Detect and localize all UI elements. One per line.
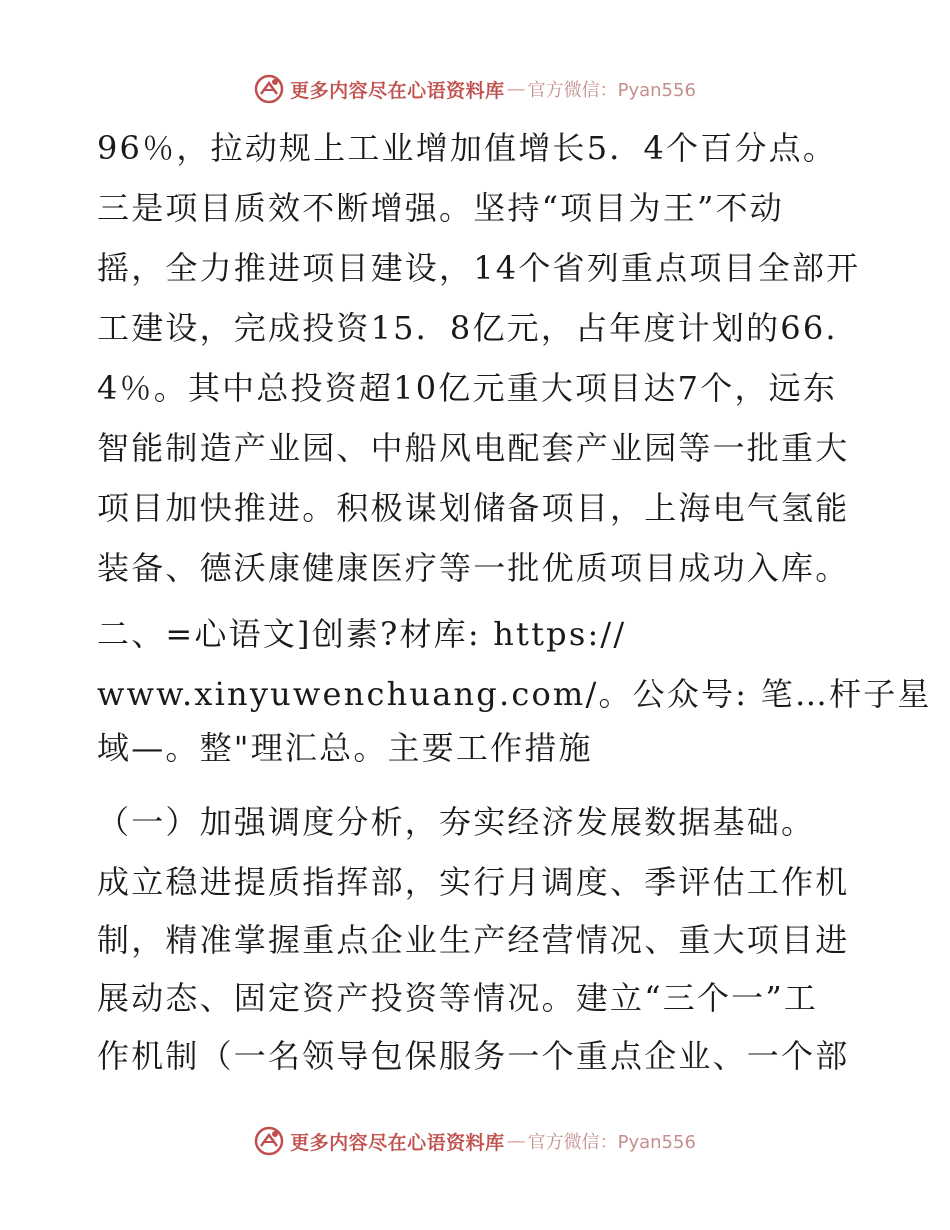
banner-contact-text: 官方微信：Pyan556 — [527, 80, 696, 101]
text-line: 装备、德沃康健康医疗等一批优质项目成功入库。 — [97, 549, 850, 587]
text-line: 4％。其中总投资超10亿元重大项目达7个，远东 — [97, 369, 838, 407]
text-line: 96％，拉动规上工业增加值增长5．4个百分点。 — [97, 129, 838, 167]
footer-banner — [0, 1124, 950, 1158]
header-banner — [0, 72, 950, 106]
banner-contact-text: 官方微信：Pyan556 — [527, 1132, 696, 1153]
text-line: 工建设，完成投资15．8亿元，占年度计划的66. — [97, 309, 838, 347]
text-line: 制，精准掌握重点企业生产经营情况、重大项目进 — [97, 921, 850, 959]
text-line: 作机制（一名领导包保服务一个重点企业、一个部 — [97, 1037, 850, 1075]
text-line: www.xinyuwenchuang.com/。公众号: 笔…杆子星 — [97, 675, 932, 713]
text-line: 三是项目质效不断增强。坚持“项目为王”不动 — [97, 189, 784, 227]
banner-brand-text: 更多内容尽在心语资料库 — [290, 79, 505, 102]
text-line: 展动态、固定资产投资等情况。建立“三个一”工 — [97, 979, 819, 1017]
banner-separator: — — [506, 1130, 526, 1152]
text-line: 项目加快推进。积极谋划储备项目，上海电气氢能 — [97, 489, 850, 527]
book-logo-icon — [254, 1126, 284, 1156]
banner-brand-text: 更多内容尽在心语资料库 — [290, 1131, 505, 1154]
subsection-heading: （一）加强调度分析，夯实经济发展数据基础。 — [97, 803, 816, 841]
section-heading: 二、=心语文]创素?材库: https:// — [97, 615, 627, 653]
book-logo-icon — [254, 74, 284, 104]
text-line: 域—。整"理汇总。主要工作措施 — [97, 729, 593, 767]
text-line: 成立稳进提质指挥部，实行月调度、季评估工作机 — [97, 863, 850, 901]
text-line: 摇，全力推进项目建设，14个省列重点项目全部开 — [97, 249, 861, 287]
text-line: 智能制造产业园、中船风电配套产业园等一批重大 — [97, 429, 850, 467]
banner-separator: — — [506, 78, 526, 100]
